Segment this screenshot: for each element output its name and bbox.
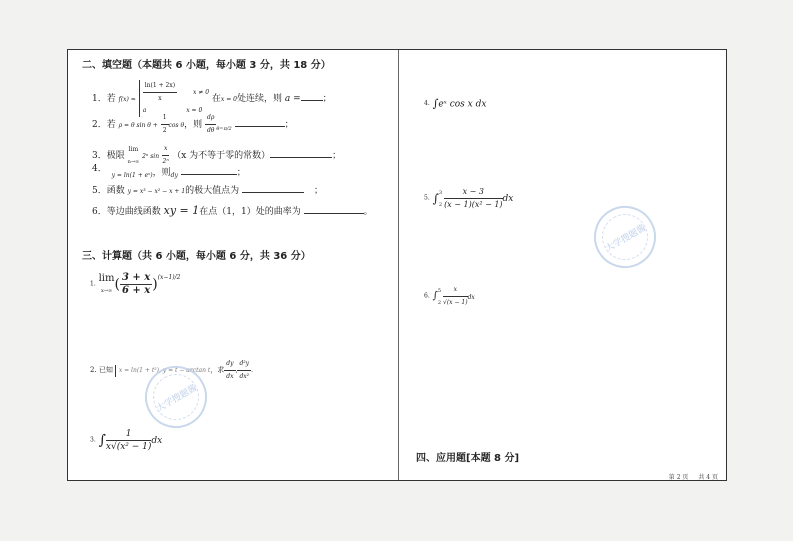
q2-answer-blank[interactable] (235, 118, 285, 127)
calc-question-1: 1. lim x→∞ ( $\frac{3 + x}{6 + x}$ )$^{(x-1)/2}$ (90, 272, 181, 296)
q6-prefix: 6．等边曲线函数 (92, 207, 161, 217)
c2-d1-num: dy (224, 358, 235, 371)
section3-title: 三、计算题（共 6 小题，每小题 6 分，共 36 分） (82, 251, 311, 262)
c1-frac (120, 272, 152, 297)
c1-lim-sub: x→∞ (100, 287, 113, 294)
q1-mid: 在 (211, 94, 221, 104)
c5-num: x − 3 (444, 186, 502, 199)
page-footer (669, 472, 718, 481)
q3-frac-den: 2ⁿ (162, 158, 169, 165)
q2-cos: cos θ (168, 122, 185, 129)
footer-page: 第 2 页 (668, 474, 689, 481)
q1-function: f(x) = (118, 96, 136, 103)
q3-lim-sub: n→∞ (127, 158, 140, 165)
fill-question-2 (92, 112, 294, 137)
q2-derivative (205, 112, 216, 137)
calc-question-4 (424, 98, 486, 111)
q4-answer-blank[interactable] (181, 166, 237, 175)
q1-answer-blank[interactable] (301, 92, 323, 101)
c1-den: 6 + x (121, 285, 151, 296)
c2-end: . (251, 367, 253, 374)
c2-d1-den: dx (226, 373, 234, 380)
q1-suffix: 处连续，则 (236, 94, 282, 104)
q2-half-den: 2 (162, 127, 167, 134)
c1-exp: (x−1)/2 (157, 274, 181, 281)
c5-bounds (439, 187, 442, 211)
c6-upper: 5 (437, 287, 442, 294)
c6-lower: 2 (437, 299, 442, 306)
c2-d2-den: dx² (239, 373, 250, 380)
calc-question-3 (90, 428, 162, 453)
q5-answer-blank[interactable] (242, 184, 304, 193)
q1-case2-cond: x = 0 (186, 107, 203, 114)
q1-case1-num: ln(1 + 2x) (143, 80, 177, 93)
q3-expr: 2ⁿ sin (142, 153, 160, 160)
q4-dy: dy (170, 172, 178, 179)
c5-den: (x − 1)(x² − 1) (444, 200, 503, 209)
q2-prefix: 2．若 (92, 120, 116, 130)
c2-second-derivative (237, 358, 251, 383)
c5-lower: 2 (438, 201, 443, 208)
c3-num: 1 (106, 428, 152, 441)
fill-question-4 (92, 162, 246, 179)
q6-text: 在点（1，1）处的曲率为 (199, 207, 301, 217)
watermark-text: 大学搜题酱 (603, 222, 648, 254)
q1-prefix: 1．若 (92, 94, 116, 104)
c6-integral: ∫ (432, 290, 438, 302)
fill-question-6 (92, 205, 373, 218)
c3-frac (106, 428, 152, 453)
q3-answer-blank[interactable] (270, 149, 332, 158)
c2-d2-num: d²y (237, 358, 251, 371)
calc-question-5 (424, 186, 513, 211)
q4-prefix: 4． (92, 164, 107, 174)
q5-expr: y = x³ − x² − x + 1 (127, 188, 186, 195)
q2-half (161, 112, 169, 137)
c6-den: √(x − 1) (443, 299, 468, 306)
q4-end: ； (236, 168, 246, 178)
c6-bounds (438, 285, 441, 309)
calc-question-2: 2. 已知 x = ln(1 + t²), y = t − arctan t，求 $\frac{dy}{dx}$ , $\frac{\text{d²y}}{\text{dx²}}$ . (90, 358, 253, 383)
q1-end: ； (322, 94, 332, 104)
q3-lim-word: lim (128, 145, 139, 153)
q2-half-num: 1 (161, 112, 169, 125)
q3-end: ； (332, 151, 342, 161)
c1-label: 1. (90, 280, 96, 288)
fill-question-5 (92, 184, 323, 198)
footer-total: 共 4 页 (698, 474, 718, 481)
q5-end: ； (314, 186, 324, 196)
q2-end: ； (284, 120, 294, 130)
c5-dx: dx (502, 194, 514, 204)
q3-prefix: 3．极限 (92, 151, 125, 161)
c6-num: x (443, 284, 468, 297)
q6-answer-blank[interactable] (304, 205, 364, 214)
q2-d-num: dρ (205, 112, 216, 125)
calc-question-6 (424, 284, 475, 309)
section2-title: 二、填空题（本题共 6 小题，每小题 3 分，共 18 分） (82, 60, 331, 71)
q1-case1-frac (143, 80, 177, 105)
c6-label: 6. (424, 292, 430, 300)
q3-note: （x 为不等于零的常数） (172, 151, 271, 161)
c5-frac (444, 186, 502, 211)
q5-prefix: 5．函数 (92, 186, 125, 196)
c1-lim-word: lim (98, 272, 115, 284)
c3-label: 3. (90, 436, 96, 444)
c5-integral: ∫ (432, 191, 439, 206)
c4-expr: eˣ cos x dx (438, 99, 487, 110)
q6-expr: xy = 1 (163, 204, 200, 217)
q2-d-den: dθ (206, 127, 215, 134)
c3-integral: ∫ (98, 432, 106, 449)
watermark-text-left: 大学搜题酱 (154, 382, 199, 414)
q1-var: a = (284, 94, 301, 104)
c3-dx: dx (151, 436, 163, 446)
q1-case1-cond: x ≠ 0 (192, 89, 210, 96)
q1-case1-den: x (158, 95, 162, 102)
c2-label: 2. 已知 (90, 366, 113, 374)
c3-den: x√(x² − 1) (105, 442, 152, 452)
q2-expr: ρ = θ sin θ + (118, 122, 158, 129)
c4-integral: ∫ (432, 97, 439, 110)
q1-case2-val: a (142, 107, 147, 114)
c4-label: 4. (424, 100, 430, 107)
q5-text: 的极大值点为 (185, 186, 240, 196)
q1-point: x = 0 (220, 96, 237, 103)
section4-title: 四、应用题[本题 8 分] (416, 453, 520, 464)
q2-then: ，则 (184, 120, 203, 130)
q2-eval: θ=π/2 (216, 125, 232, 132)
c6-dx: dx (467, 294, 475, 301)
c5-upper: 3 (438, 189, 443, 196)
c6-frac (443, 284, 468, 309)
c2-first-derivative (224, 358, 235, 383)
q4-then: ，则 (152, 168, 171, 178)
c2-system: x = ln(1 + t²), y = t − arctan t (115, 365, 210, 377)
column-divider (398, 50, 399, 480)
c1-num: 3 + x (121, 272, 151, 283)
q6-end: 。 (363, 207, 373, 217)
c5-label: 5. (424, 194, 430, 202)
q4-expr: y = ln(1 + eˣ) (111, 172, 153, 179)
c1-lim (99, 273, 115, 297)
q3-frac-num: x (162, 143, 169, 156)
c2-ask: ，求 (210, 366, 225, 374)
